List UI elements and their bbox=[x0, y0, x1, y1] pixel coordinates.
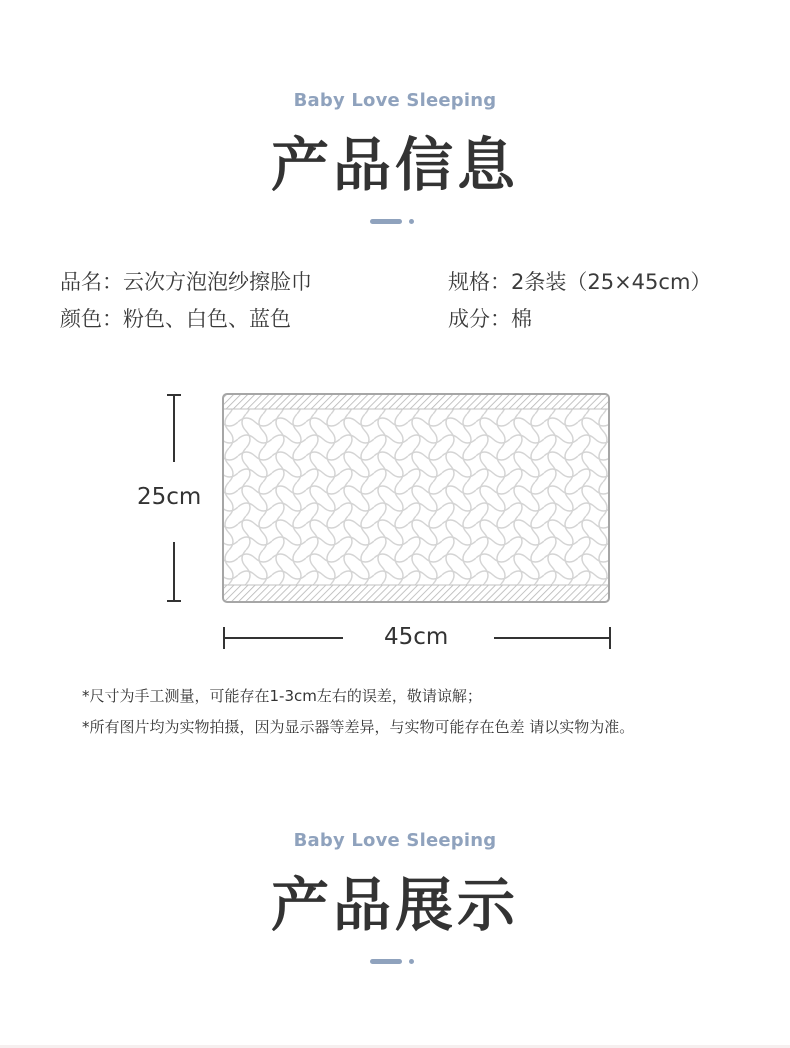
section-title: 产品展示 bbox=[270, 871, 519, 939]
towel-icon bbox=[223, 394, 609, 602]
title-divider bbox=[370, 959, 416, 965]
title-divider bbox=[370, 219, 416, 225]
divider-dot bbox=[409, 219, 414, 224]
spec-size: 规格：2条装（25×45cm） bbox=[448, 270, 712, 294]
spec-color: 颜色：粉色、白色、蓝色 bbox=[60, 307, 291, 331]
width-label: 45cm bbox=[384, 624, 449, 650]
section-title: 产品信息 bbox=[270, 131, 519, 199]
section-subtitle: Baby Love Sleeping bbox=[293, 830, 497, 851]
spec-material: 成分：棉 bbox=[448, 307, 532, 331]
note-color-difference: *所有图片均为实物拍摄，因为显示器等差异，与实物可能存在色差 请以实物为准。 bbox=[82, 718, 635, 736]
dimension-diagram bbox=[0, 380, 790, 660]
note-measurement: *尺寸为手工测量，可能存在1-3cm左右的误差，敬请谅解； bbox=[82, 687, 482, 705]
divider-dot bbox=[409, 959, 414, 964]
spec-name: 品名：云次方泡泡纱擦脸巾 bbox=[60, 270, 312, 294]
divider-bar bbox=[370, 219, 402, 224]
divider-bar bbox=[370, 959, 402, 964]
height-label: 25cm bbox=[137, 484, 202, 510]
section-subtitle: Baby Love Sleeping bbox=[293, 90, 497, 111]
